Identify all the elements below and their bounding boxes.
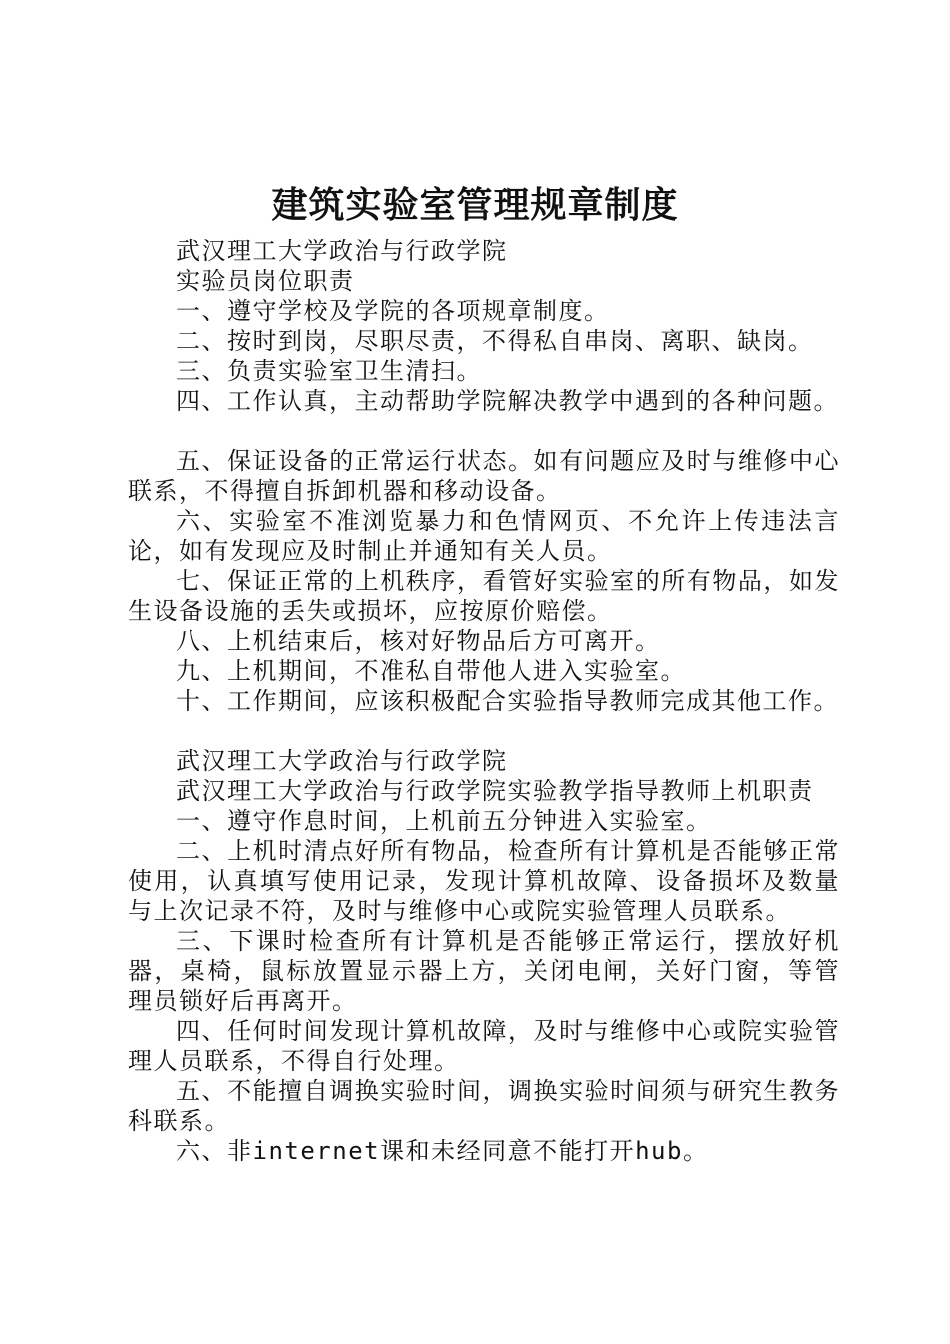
section2-item: 四、任何时间发现计算机故障，及时与维修中心或院实验管理人员联系，不得自行处理。 bbox=[128, 1017, 840, 1075]
document-body bbox=[128, 236, 840, 1166]
section1-item: 八、上机结束后，核对好物品后方可离开。 bbox=[176, 627, 661, 655]
section1-org: 武汉理工大学政治与行政学院 bbox=[176, 237, 508, 265]
section1-item: 三、负责实验室卫生清扫。 bbox=[176, 357, 482, 385]
section2-org: 武汉理工大学政治与行政学院 bbox=[176, 747, 508, 775]
section2-item: 六、非internet课和未经同意不能打开hub。 bbox=[176, 1137, 709, 1165]
section1-item: 九、上机期间，不准私自带他人进入实验室。 bbox=[176, 657, 686, 685]
section2-item: 二、上机时清点好所有物品，检查所有计算机是否能够正常使用，认真填写使用记录，发现计算机故障、设备损坏及数量与上次记录不符，及时与维修中心或院实验管理人员联系。 bbox=[128, 837, 840, 925]
section2-heading: 武汉理工大学政治与行政学院实验教学指导教师上机职责 bbox=[176, 777, 814, 805]
section1-item: 十、工作期间，应该积极配合实验指导教师完成其他工作。 bbox=[176, 687, 839, 715]
section2-item: 一、遵守作息时间，上机前五分钟进入实验室。 bbox=[176, 807, 712, 835]
section1-item: 五、保证设备的正常运行状态。如有问题应及时与维修中心联系，不得擅自拆卸机器和移动设备。 bbox=[128, 447, 840, 505]
section2-item: 三、下课时检查所有计算机是否能够正常运行，摆放好机器，桌椅，鼠标放置显示器上方，关闭电闸，关好门窗，等管理员锁好后再离开。 bbox=[128, 927, 840, 1015]
section1-heading: 实验员岗位职责 bbox=[176, 267, 355, 295]
section1-item: 一、遵守学校及学院的各项规章制度。 bbox=[176, 297, 610, 325]
section1-item: 二、按时到岗，尽职尽责，不得私自串岗、离职、缺岗。 bbox=[176, 327, 814, 355]
paragraph-gap bbox=[128, 716, 840, 746]
section1-item: 四、工作认真，主动帮助学院解决教学中遇到的各种问题。 bbox=[176, 387, 839, 415]
paragraph-gap bbox=[128, 416, 840, 446]
section2-item: 五、不能擅自调换实验时间，调换实验时间须与研究生教务科联系。 bbox=[128, 1077, 840, 1135]
section1-item: 七、保证正常的上机秩序，看管好实验室的所有物品，如发生设备设施的丢失或损坏，应按原价赔偿。 bbox=[128, 567, 840, 625]
section1-item: 六、实验室不准浏览暴力和色情网页、不允许上传违法言论，如有发现应及时制止并通知有关人员。 bbox=[128, 507, 840, 565]
document-title: 建筑实验室管理规章制度 bbox=[271, 184, 679, 226]
